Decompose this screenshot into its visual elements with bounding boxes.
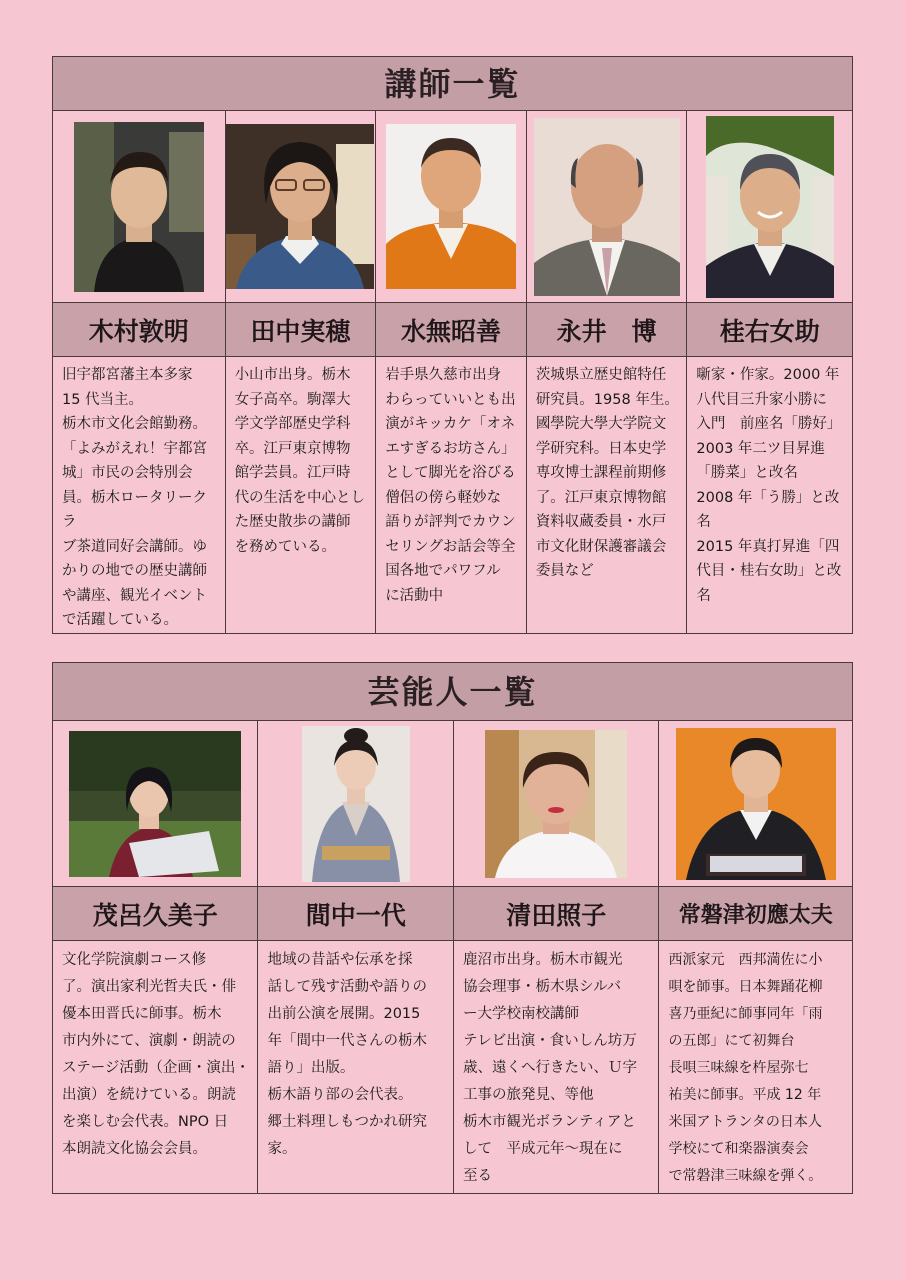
lecturer-name: 水無昭善: [376, 303, 527, 356]
performer-photo-tokiwazu: [676, 728, 836, 880]
lecturer-photo-tanaka: [226, 124, 374, 289]
lecturer-photo-cell: [376, 111, 527, 302]
performer-photo-cell: [258, 721, 454, 886]
lecturers-photo-row: [53, 111, 852, 303]
lecturer-photo-kimura: [74, 122, 204, 292]
lecturer-bio: 茨城県立歴史館特任 研究員。1958 年生。 國學院大學大学院文 学研究科。日本史学 専攻博士課程前期修 了。江戸東京博物館 資料収蔵委員・水戸 市文化財保護審議会 委員など: [527, 357, 688, 633]
performers-title: 芸能人一覧: [53, 663, 852, 721]
lecturer-bio: 旧宇都宮藩主本多家 15 代当主。 栃木市文化会館勤務。 「よみがえれ！宇都宮 城」市民の会特別会 員。栃木ロータリークラ ブ茶道同好会講師。ゆ かりの地での歴史講師 や講座、観光イベント で活躍している。: [53, 357, 226, 633]
performer-photo-cell: [659, 721, 852, 886]
performers-name-row: [53, 887, 852, 941]
lecturer-name: 桂右女助: [719, 316, 820, 346]
performer-photo-moro: [69, 731, 241, 877]
performer-bio: 鹿沼市出身。栃木市観光 協会理事・栃木県シルバ ー大学校南校講師 テレビ出演・食いしん坊万 歳、遠くへ行きたい、Ｕ字 工事の旅発見、等他 栃木市観光ボランティアと して 平成元年～現在に 至る: [454, 941, 659, 1193]
performer-bio: 地域の昔話や伝承を採 話して残す活動や語りの 出前公演を展開。2015 年「間中一代さんの栃木 語り」出版。 栃木語り部の会代表。 郷土料理しもつかれ研究 家。: [258, 941, 454, 1193]
performer-photo-kiyota: [485, 730, 627, 878]
lecturer-photo-cell: [527, 111, 688, 302]
lecturer-bio: 小山市出身。栃木 女子高卒。駒澤大 学文学部歴史学科 卒。江戸東京博物 館学芸員。江戸時 代の生活を中心とし た歴史散歩の講師 を務めている。: [226, 357, 377, 633]
lecturer-photo-cell: [226, 111, 377, 302]
performers-section: [52, 662, 853, 1194]
lecturers-bio-row: [53, 357, 852, 633]
performers-photo-row: [53, 721, 852, 887]
lecturer-name: 田中実穂: [226, 303, 377, 356]
lecturer-photo-cell: [53, 111, 226, 302]
performer-bio: 文化学院演劇コース修 了。演出家利光哲夫氏・俳 優本田晋氏に師事。栃木 市内外にて、演劇・朗読の ステージ活動（企画・演出・ 出演）を続けている。朗読 を楽しむ会代表。NPO 日 本朗読文化協会会員。: [53, 941, 258, 1193]
performer-name: 清田照子: [454, 887, 659, 940]
lecturer-photo-nagai: [534, 118, 680, 296]
lecturer-photo-mizunashi: [386, 124, 516, 289]
performer-name: 常磐津初應太夫: [678, 903, 833, 928]
performers-bio-row: [53, 941, 852, 1193]
lecturer-name: 永井 博: [527, 303, 688, 356]
lecturer-bio: 噺家・作家。2000 年 八代目三升家小勝に 入門 前座名「勝好」 2003 年二ツ目昇進 「勝菜」と改名 2008 年「う勝」と改名 2015 年真打昇進「四 代目・桂右女助」と改 名: [687, 357, 852, 633]
lecturers-title: 講師一覧: [53, 57, 852, 111]
performer-name: 間中一代: [258, 887, 454, 940]
performer-bio: 西派家元 西邦満佐に小 唄を師事。日本舞踊花柳 喜乃亜紀に師事同年「雨 の五郎」にて初舞台 長唄三味線を杵屋弥七 祐美に師事。平成 12 年 米国アトランタの日本人 学校にて和楽器演奏会 で常磐津三味線を弾く。: [659, 941, 852, 1193]
performer-photo-cell: [454, 721, 659, 886]
performer-photo-manaka: [302, 726, 410, 882]
lecturer-name: 木村敦明: [53, 303, 226, 356]
performer-name: 茂呂久美子: [53, 887, 258, 940]
lecturer-photo-cell: [687, 111, 852, 302]
lecturers-section: [52, 56, 853, 634]
performer-photo-cell: [53, 721, 258, 886]
lecturer-bio: 岩手県久慈市出身 わらっていいとも出 演がキッカケ「オネ エすぎるお坊さん」 として脚光を浴びる 僧侶の傍ら軽妙な 語りが評判でカウン セリングお話会等全 国各地でパワフル に活動中: [376, 357, 527, 633]
lecturers-name-row: [53, 303, 852, 357]
lecturer-photo-katsura: [706, 116, 834, 298]
